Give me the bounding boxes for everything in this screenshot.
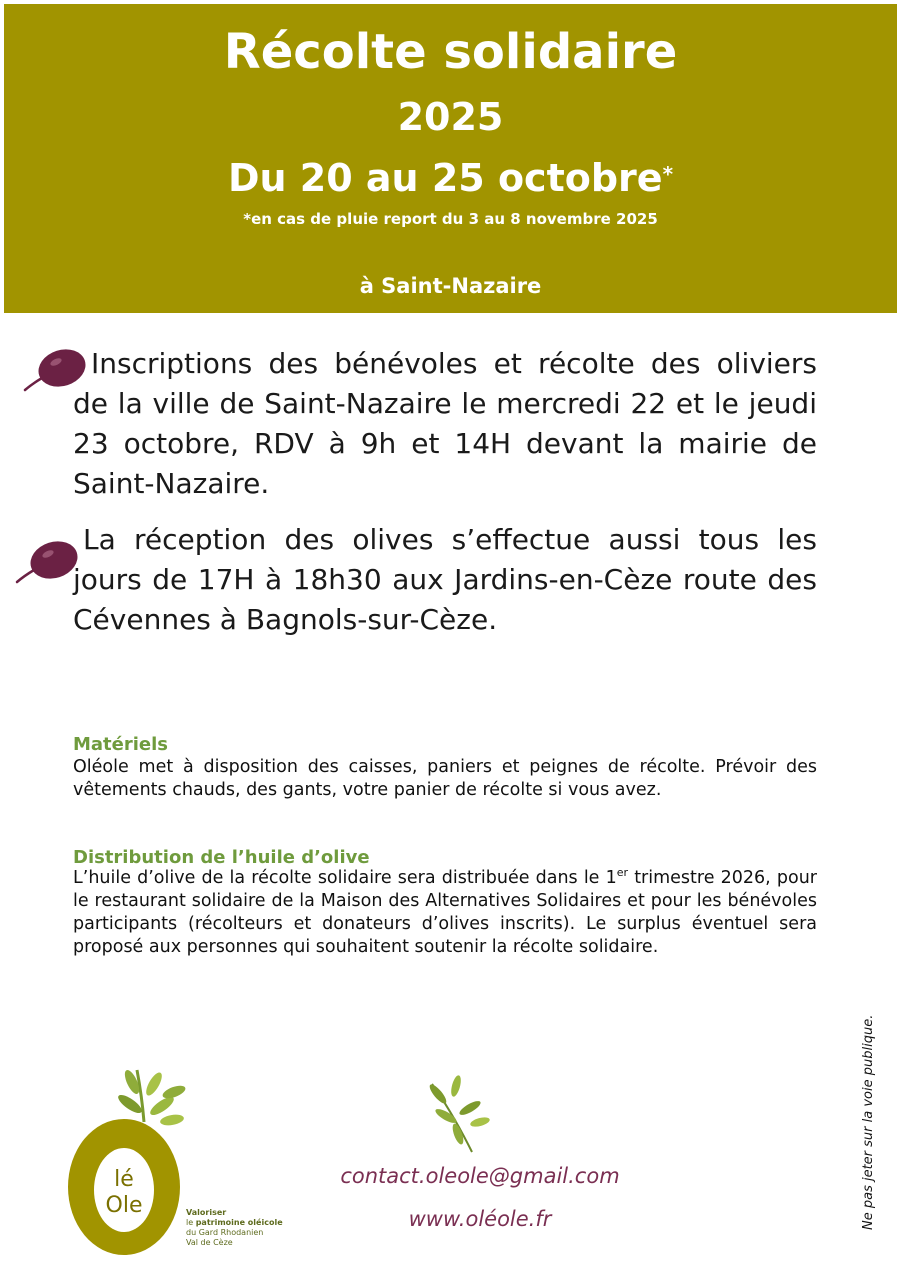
event-year: 2025 [397, 95, 504, 139]
page-title: Récolte solidaire [223, 24, 678, 80]
tagline-line2: le patrimoine oléicole [186, 1218, 283, 1227]
logo-text-line2: Ole [105, 1193, 143, 1218]
distribution-body-end: trimestre 2026, pour le restaurant solidaire de la Maison des Alternatives Solidaires et pour les bénévoles participants (récolteurs et donateurs d’olives inscrits). Le surplus éventuel sera proposé aux personnes qui souhaitent soutenir la récolte solidaire. [73, 868, 817, 957]
paragraph-reception: La réception des olives s’effectue aussi tous les jours de 17H à 18h30 aux Jardins-en-Cèze route des Cévennes à Bagnols-sur-Cèze. [73, 523, 817, 636]
paragraph-registration: Inscriptions des bénévoles et récolte des oliviers de la ville de Saint-Nazaire le mercredi 22 et le jeudi 23 octobre, RDV à 9h et 14H devant la mairie de Saint-Nazaire. [73, 347, 817, 500]
event-dates [4, 151, 897, 201]
distribution-title: Distribution de l’huile d’olive [73, 847, 370, 868]
ordinal-suffix: er [616, 866, 629, 880]
distribution-body-start: L’huile d’olive de la récolte solidaire sera distribuée dans le 1 [73, 868, 617, 888]
tagline-line1: Valoriser [186, 1208, 227, 1217]
event-dates-text: Du 20 au 25 octobre [227, 156, 663, 200]
distribution-body [73, 867, 817, 959]
header-banner [4, 4, 897, 313]
olive-icon [14, 538, 80, 586]
tagline-line3: du Gard Rhodanien [186, 1228, 264, 1237]
event-place: à Saint-Nazaire [359, 274, 542, 298]
website-link[interactable]: www.oléole.fr [408, 1207, 552, 1231]
tagline-line4: Val de Cèze [186, 1238, 233, 1247]
rain-note: *en cas de pluie report du 3 au 8 novembre 2025 [243, 210, 658, 228]
materials-title: Matériels [73, 734, 169, 755]
materials-body: Oléole met à disposition des caisses, paniers et peignes de récolte. Prévoir des vêtements chauds, des gants, votre panier de récolte si vous avez. [73, 757, 817, 800]
logo-text-line1: lé [114, 1167, 134, 1192]
oleole-logo [62, 1062, 192, 1257]
dates-asterisk: * [662, 162, 674, 186]
side-note: Ne pas jeter sur la voie publique. [861, 1014, 876, 1230]
logo-tagline [186, 1208, 283, 1248]
olive-sprig-icon [422, 1072, 494, 1158]
contact-email[interactable]: contact.oleole@gmail.com [340, 1164, 620, 1188]
